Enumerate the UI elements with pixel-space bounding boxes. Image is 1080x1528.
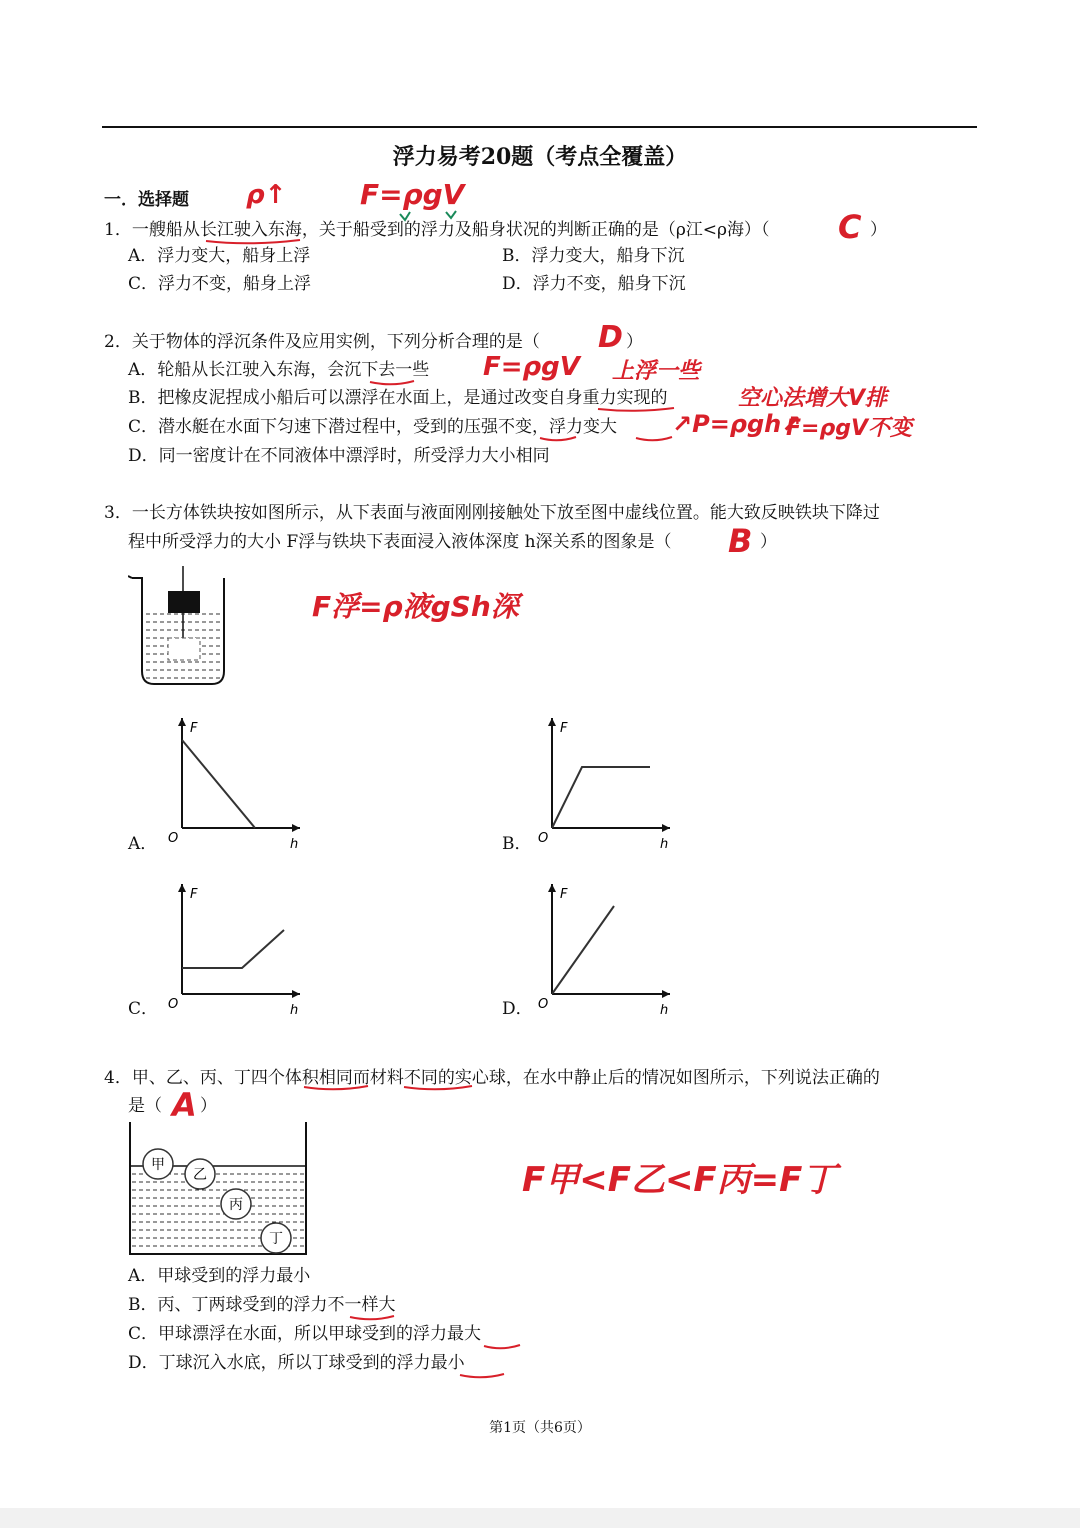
q4-line2: 是（ [128, 1096, 162, 1116]
page-footer: 第1页（共6页） [489, 1420, 591, 1436]
q3-line1: 3．一长方体铁块按如图所示，从下表面与液面刚刚接触处下放至图中虚线位置。能大致反映铁块下降过 [104, 503, 880, 523]
q1-note-rho-up: ρ↑ [246, 180, 287, 210]
q4-option-c: C．甲球漂浮在水面，所以甲球受到的浮力最大 [128, 1324, 482, 1344]
q3-note-formula: F浮=ρ液gSh深 [312, 590, 519, 623]
q3-note-answer: B [728, 522, 753, 560]
q4-note-answer: A [172, 1086, 197, 1124]
ball-jia: 甲 [151, 1157, 165, 1173]
q3-graph-c [160, 876, 310, 1021]
ball-bing: 丙 [229, 1197, 243, 1213]
q2-option-c: C．潜水艇在水面下匀速下潜过程中，受到的压强不变，浮力变大 [128, 417, 618, 437]
q4-option-a: A．甲球受到的浮力最小 [128, 1266, 311, 1286]
axis-label-h: h [290, 837, 299, 852]
q4-option-underlines [0, 1310, 1080, 1380]
q4-line1: 4．甲、乙、丙、丁四个体积相同而材料不同的实心球，在水中静止后的情况如图所示，下列说法正确的 [104, 1068, 880, 1088]
q2-note-a: 上浮一些 [612, 359, 701, 384]
graph-d-curve [552, 906, 614, 994]
q3-graph-label-a: A． [128, 834, 158, 854]
bottom-strip [0, 1508, 1080, 1528]
graph-b-curve [552, 767, 650, 828]
q2-note-c1: ↗P=ρgh↗ [672, 410, 802, 438]
q3-line2: 程中所受浮力的大小 F浮与铁块下表面浸入液体深度 h深关系的图象是（ [128, 532, 672, 552]
svg-text:O: O [538, 831, 549, 846]
svg-text:F: F [190, 887, 198, 902]
q3-graph-label-d: D． [502, 999, 533, 1019]
q2-note-answer: D [598, 320, 623, 355]
q4-underlines [0, 1080, 1080, 1100]
q1-option-c: C．浮力不变，船身上浮 [128, 274, 312, 294]
q1-stem-end: ） [870, 220, 887, 240]
q1-option-b: B．浮力变大，船身下沉 [502, 246, 685, 266]
q4-container-figure [126, 1122, 310, 1258]
q1-stem: 1．一艘船从长江驶入东海，关于船受到的浮力及船身状况的判断正确的是（ρ江<ρ海）（ [104, 220, 770, 240]
svg-text:O: O [538, 997, 549, 1012]
graph-c-curve [182, 930, 284, 968]
q4-stem-end: ） [200, 1096, 217, 1116]
svg-text:O: O [168, 997, 179, 1012]
ball-yi: 乙 [193, 1167, 207, 1183]
q2-stem-end: ） [626, 332, 643, 352]
q2-stem: 2．关于物体的浮沉条件及应用实例，下列分析合理的是（ [104, 332, 540, 352]
q2-option-b: B．把橡皮泥捏成小船后可以漂浮在水面上，是通过改变自身重力实现的 [128, 388, 668, 408]
svg-text:F: F [560, 887, 568, 902]
page-title: 浮力易考20题（考点全覆盖） [392, 144, 688, 170]
q3-graph-d [530, 876, 680, 1021]
q2-option-d: D．同一密度计在不同液体中漂浮时，所受浮力大小相同 [128, 446, 550, 466]
section-heading: 一．选择题 [104, 190, 189, 210]
svg-text:F: F [560, 721, 568, 736]
q2-note-b: 空心法增大V排 [738, 386, 888, 411]
q1-option-d: D．浮力不变，船身下沉 [502, 274, 686, 294]
q3-graph-b [530, 710, 680, 855]
graph-a-curve [182, 740, 255, 828]
q4-option-d: D．丁球沉入水底，所以丁球受到的浮力最小 [128, 1353, 465, 1373]
q3-stem-end: ） [760, 532, 777, 552]
q4-note-compare: F甲<F乙<F丙=F丁 [522, 1160, 837, 1200]
q1-note-answer: C [838, 208, 862, 246]
handwritten-underlines [0, 0, 1080, 480]
q3-beaker-figure [128, 566, 238, 691]
q3-graph-label-c: C． [128, 999, 159, 1019]
axis-label-f: F [190, 721, 198, 736]
q2-note-c2: F=ρgV不变 [786, 416, 912, 441]
q3-graph-a [160, 710, 310, 855]
q2-note-a-formula: F=ρgV [483, 352, 580, 382]
q1-note-formula: F=ρgV [360, 178, 465, 211]
q1-option-a: A．浮力变大，船身上浮 [128, 246, 311, 266]
q3-graph-label-b: B． [502, 834, 532, 854]
svg-text:h: h [660, 837, 669, 852]
svg-text:h: h [660, 1003, 669, 1018]
q4-option-b: B．丙、丁两球受到的浮力不一样大 [128, 1295, 396, 1315]
q2-option-a: A．轮船从长江驶入东海，会沉下去一些 [128, 360, 430, 380]
ball-ding: 丁 [269, 1231, 283, 1247]
axis-origin: O [168, 831, 179, 846]
svg-text:h: h [290, 1003, 299, 1018]
